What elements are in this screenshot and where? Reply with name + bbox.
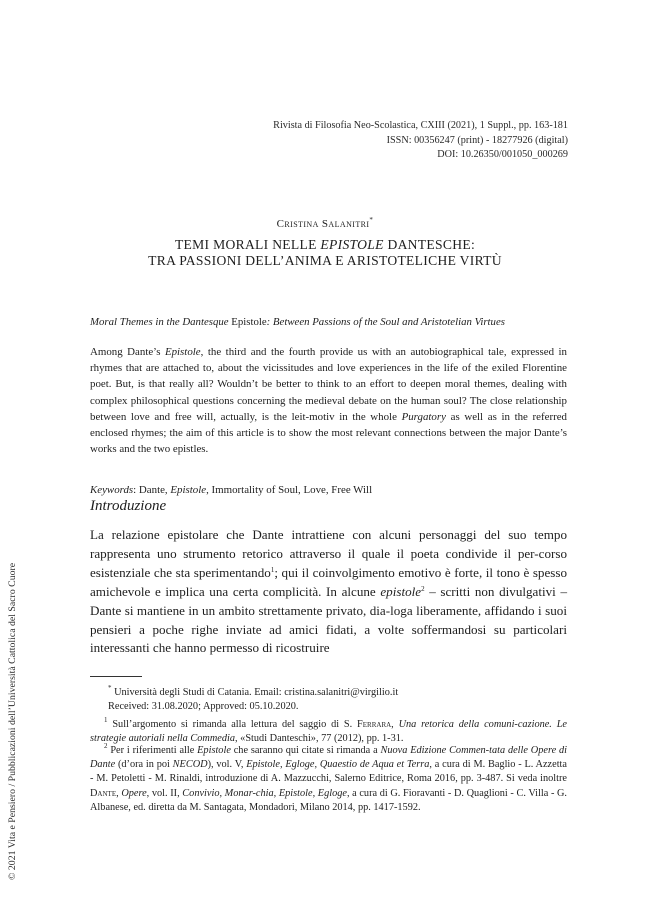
footnote-ref[interactable]: 2 (421, 584, 425, 593)
english-title (90, 316, 570, 328)
footnote-divider (90, 676, 142, 677)
footnote-mark: 2 (104, 742, 108, 750)
abstract-text: , the third and the fourth provide us with an autobiographical tale, expressed in rhymes that are attached to, about the vicissitudes and love experiences in the life of the exiled Florentine poet. But, is that really all? Wouldn’t be better to think to an effort to deepen moral themes, dealing with complex philosophical questions concerning the medieval debate on the human soul? The close relationship between love and free will, actually, is the leit-motiv in the whole (90, 346, 567, 423)
english-title-part: : Between Passions of the Soul and Aristotelian Virtues (266, 316, 505, 328)
footnote-italic: Convivio, Monar-chia, Epistole, Egloge (182, 787, 347, 799)
abstract-text: Among Dante’s (90, 346, 165, 358)
body-paragraph (90, 526, 567, 658)
footnote-text: (d’ora in poi (115, 759, 173, 771)
footnote-italic: Nuova Edizione Commen-tata delle Opere di Dante (90, 745, 567, 771)
footnote-text: , vol. II, (146, 787, 183, 799)
keywords-italic: Epistole (170, 484, 207, 496)
abstract-italic: Purgatory (401, 410, 446, 423)
footnote-text: , a cura di G. Fioravanti - D. Quaglioni - C. Villa - G. Albanese, ed. diretta da M. Santagata, Mondadori, Milano 2014, pp. 1417-1592. (90, 787, 568, 813)
footnote-italic: Epistole (197, 745, 231, 756)
footnote-text: , (116, 787, 122, 799)
footnote-smallcaps: Dante (90, 787, 117, 799)
keywords-label: Keywords (90, 484, 134, 496)
author-footnote-mark: * (369, 216, 374, 224)
footnote-affiliation (108, 686, 567, 700)
footnote-italic: Epistole, Egloge, Quaestio de Aqua et Terra (246, 759, 430, 771)
footnote-1 (90, 718, 567, 746)
abstract-text: as well as in the referred enclosed rhymes; the aim of this article is to show the most relevant connections between the major Dante’s works and the two epistles. (90, 410, 567, 456)
footnote-mark: * (108, 684, 112, 692)
author-name (0, 216, 650, 230)
footnote-text: , «Studi Danteschi», 77 (2012), pp. 1-31. (235, 733, 404, 745)
footnote-dates: Received: 31.08.2020; Approved: 05.10.2020. (108, 701, 299, 713)
section-heading: Introduzione (90, 498, 167, 514)
title-line-1-end: DANTESCHE: (383, 237, 476, 252)
footnote-italic: Una retorica della comuni-cazione. Le strategie autoriali nella Commedia (90, 719, 567, 745)
title-line-1-start: TEMI MORALI NELLE (174, 237, 321, 252)
body-text: ; qui il coinvolgimento emotivo è forte, il tono è spesso amichevole e implica una certa complicità. In alcune (90, 564, 568, 599)
footnote-text: , a cura di M. Baglio - L. Azzetta - M. Petoletti - M. Rinaldi, introduzione di A. Mazzucchi, Salerno Editrice, Roma 2016, pp. 3-487. Si veda inoltre (90, 759, 567, 785)
keywords (90, 484, 567, 496)
abstract (90, 344, 567, 457)
footnote-text: Per i riferimenti alle (107, 745, 198, 756)
footnote-text: , (391, 719, 399, 730)
body-text: – scritti non divulgativi – Dante si mantiene in un ambito strettamente privato, dia-loga liberamente, affidando i suoi pensieri a poche righe inviate ad amici fidati, a volte soffermandosi su particolari interessanti che hanno permesso di ricostruire (90, 583, 567, 656)
footnote-ref[interactable]: 1 (270, 565, 275, 574)
doi-line: DOI: 10.26350/001050_000269 (437, 149, 568, 160)
title-line-1 (0, 237, 650, 253)
footnote-italic: NECOD (172, 759, 208, 771)
article-title (0, 237, 650, 269)
footnote-author (90, 686, 567, 714)
footnote-2 (90, 744, 567, 815)
abstract-italic: Epistole (164, 346, 201, 358)
footnote-text: Sull’argomento si rimanda alla lettura del saggio di S. (107, 719, 358, 730)
issn-line: ISSN: 00356247 (print) - 18277926 (digital) (386, 134, 568, 146)
journal-citation: Rivista di Filosofia Neo-Scolastica, CXIII (2021), 1 Suppl., pp. 163-181 (273, 120, 568, 131)
keywords-text: , Immortality of Soul, Love, Free Will (206, 484, 373, 496)
author-name-text: Cristina Salanitri (276, 218, 370, 230)
title-line-1-italic: EPISTOLE (320, 237, 384, 252)
title-line-2: TRA PASSIONI DELL’ANIMA E ARISTOTELICHE VIRTÙ (148, 253, 502, 268)
english-title-upright: Epistole (231, 316, 267, 328)
journal-header (148, 119, 568, 163)
footnote-text: ), vol. V, (207, 759, 247, 771)
footnote-text: Università degli Studi di Catania. Email: cristina.salanitri@virgilio.it (111, 687, 399, 698)
english-title-part: Moral Themes in the Dantesque (90, 316, 232, 328)
footnote-mark: 1 (104, 716, 108, 724)
footnote-smallcaps: Ferrara (357, 719, 392, 730)
body-text: La relazione epistolare che Dante intrattiene con alcuni personaggi del suo tempo rappresenta uno strumento retorico attraverso il quale il poeta condivide il per-corso esistenziale che sta sperimentando (90, 527, 567, 580)
keywords-text: : Dante, (133, 484, 171, 496)
footnote-text: che saranno qui citate si rimanda a (230, 745, 381, 756)
copyright-sidebar: © 2021 Vita e Pensiero / Pubblicazioni dell’Università Cattolica del Sacro Cuore (7, 562, 18, 880)
body-italic: epistole (380, 583, 422, 599)
footnote-italic: Opere (121, 787, 147, 799)
